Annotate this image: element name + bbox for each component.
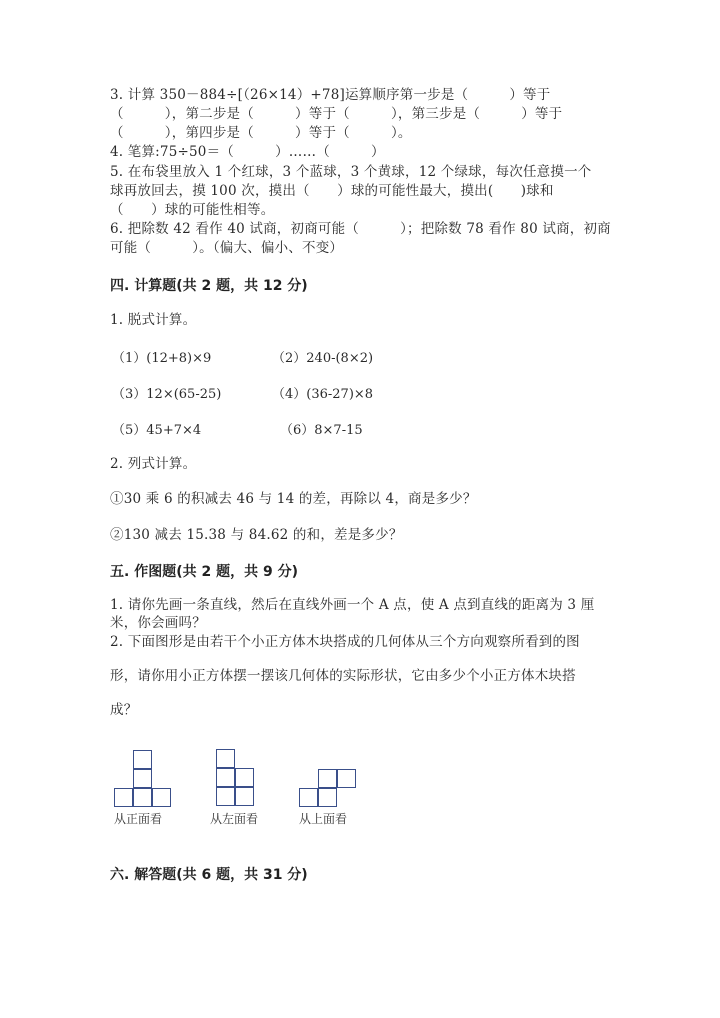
top-square bbox=[337, 769, 356, 788]
front-square bbox=[114, 788, 133, 807]
q3-line3: （ ），第四步是（ ）等于（ ）。 bbox=[110, 125, 412, 141]
top-square bbox=[318, 788, 337, 807]
front-square bbox=[133, 788, 152, 807]
left-square bbox=[216, 749, 235, 768]
left-square bbox=[216, 787, 235, 806]
q6-line1: 6. 把除数 42 看作 40 试商，初商可能（ ）；把除数 78 看作 80 试商，初商 bbox=[110, 221, 611, 237]
q3-line1: 3. 计算 350－884÷[（26×14）+78]运算顺序第一步是（ ）等于 bbox=[110, 87, 551, 103]
front-square bbox=[133, 750, 152, 769]
q5-line2: 球再放回去，摸 100 次，摸出（ ）球的可能性最大，摸出( )球和 bbox=[110, 183, 554, 199]
word-problem-1: ①30 乘 6 的积减去 46 与 14 的差，再除以 4，商是多少？ bbox=[110, 491, 477, 507]
left-view-label: 从左面看 bbox=[210, 812, 259, 826]
calc-item-2: （2）240-(8×2) bbox=[272, 351, 374, 366]
front-square bbox=[133, 769, 152, 788]
section5-q2-line1: 2. 下面图形是由若干个小正方体木块搭成的几何体从三个方向观察所看到的图 bbox=[110, 634, 580, 650]
section4-q1-title: 1. 脱式计算。 bbox=[110, 312, 197, 328]
calc-item-4: （4）(36-27)×8 bbox=[272, 387, 374, 402]
q5-line3: （ ）球的可能性相等。 bbox=[110, 202, 275, 218]
top-square bbox=[299, 788, 318, 807]
front-view-label: 从正面看 bbox=[114, 812, 163, 826]
section5-q1-line1: 1. 请你先画一条直线，然后在直线外画一个 A 点，使 A 点到直线的距离为 3 厘 bbox=[110, 597, 595, 613]
word-problem-2: ②130 减去 15.38 与 84.62 的和，差是多少？ bbox=[110, 527, 403, 543]
q3-line2: （ ），第二步是（ ）等于（ ），第三步是（ ）等于 bbox=[110, 106, 563, 122]
q6-line2: 可能（ ）。（偏大、偏小、不变） bbox=[110, 240, 344, 256]
calc-item-6: （6）8×7-15 bbox=[280, 423, 363, 438]
front-square bbox=[152, 788, 171, 807]
section4-q2-title: 2. 列式计算。 bbox=[110, 456, 197, 472]
section6-heading: 六. 解答题(共 6 题，共 31 分) bbox=[110, 867, 308, 883]
left-square bbox=[235, 768, 254, 787]
q4-line1: 4. 笔算:75÷50＝（ ）……（ ） bbox=[110, 144, 385, 160]
section4-heading: 四. 计算题(共 2 题，共 12 分) bbox=[110, 278, 308, 294]
section5-q2-line3: 成？ bbox=[110, 702, 138, 718]
top-view-label: 从上面看 bbox=[299, 812, 348, 826]
calc-item-5: （5）45+7×4 bbox=[112, 423, 202, 438]
left-square bbox=[235, 787, 254, 806]
calc-item-3: （3）12×(65-25) bbox=[112, 387, 222, 402]
top-square bbox=[318, 769, 337, 788]
section5-q1-line2: 米，你会画吗？ bbox=[110, 615, 206, 631]
q5-line1: 5. 在布袋里放入 1 个红球，3 个蓝球，3 个黄球，12 个绿球，每次任意摸一个 bbox=[110, 164, 592, 180]
left-square bbox=[216, 768, 235, 787]
calc-item-1: （1）(12+8)×9 bbox=[112, 351, 212, 366]
section5-q2-line2: 形，请你用小正方体摆一摆该几何体的实际形状，它由多少个小正方体木块搭 bbox=[110, 668, 576, 684]
section5-heading: 五. 作图题(共 2 题，共 9 分) bbox=[110, 564, 298, 580]
